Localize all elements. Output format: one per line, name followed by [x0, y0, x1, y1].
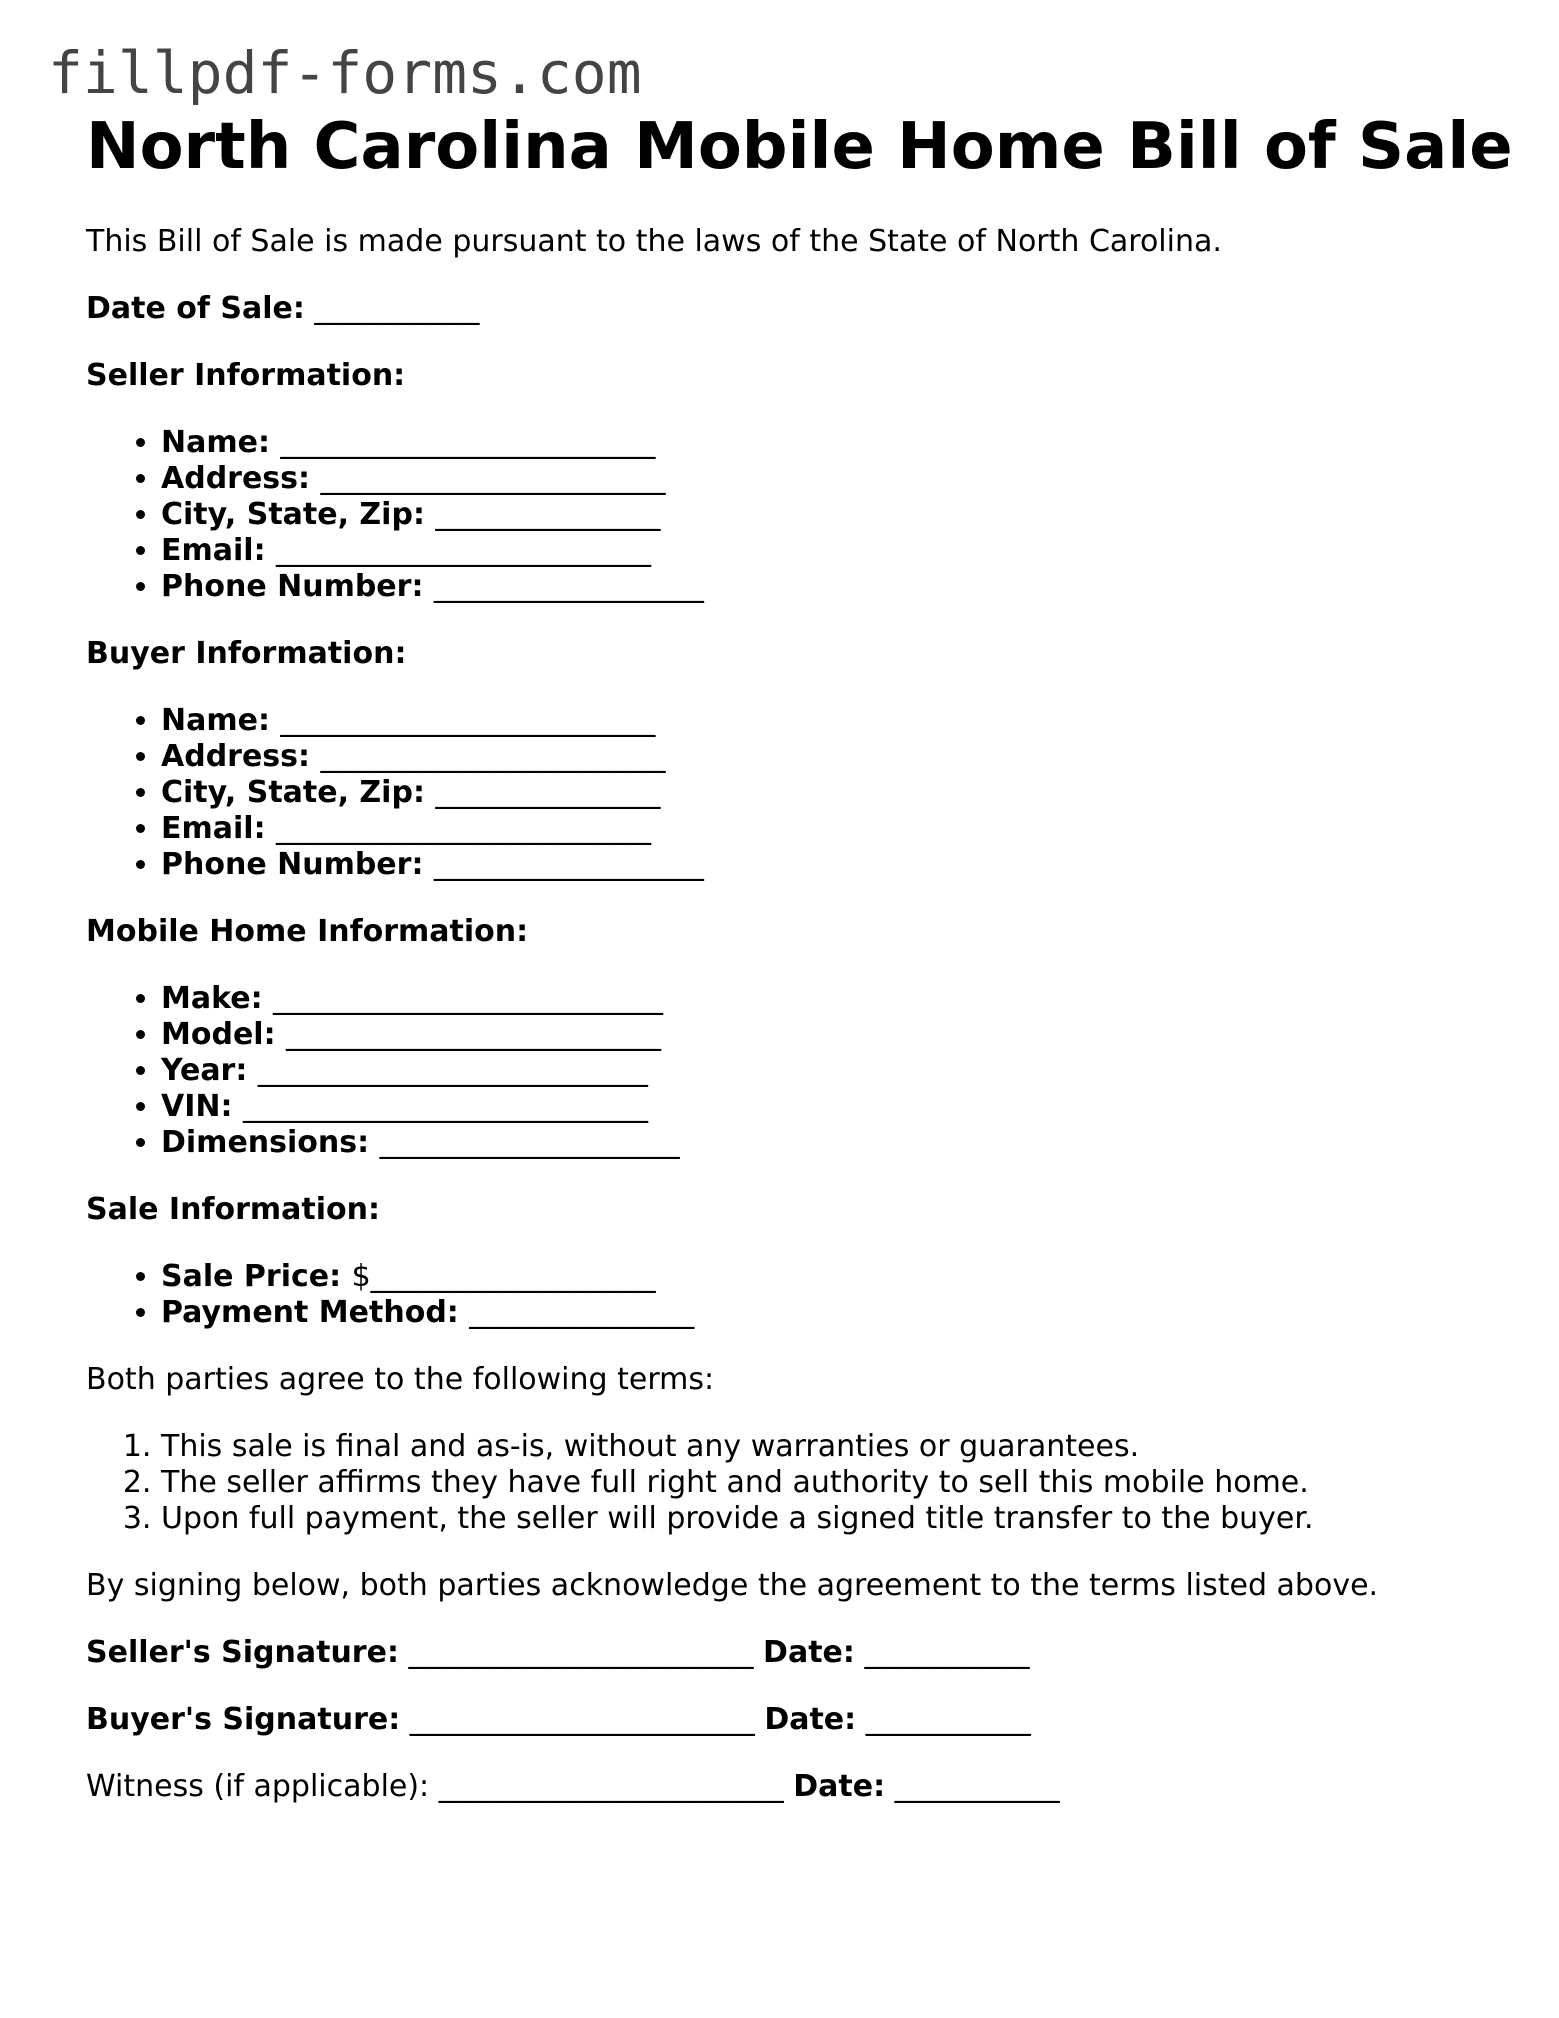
seller-city-item [161, 497, 1486, 533]
buyer-signature-field[interactable]: _______________________ [409, 1702, 755, 1737]
sale-price-item [161, 1259, 1486, 1295]
buyer-signature-label: Buyer's Signature: [86, 1702, 401, 1737]
buyer-fields [86, 703, 1486, 883]
field-label: Phone Number: [161, 847, 424, 882]
sale-heading: Sale Information: [86, 1192, 380, 1227]
vin-item [161, 1089, 1486, 1125]
year-field[interactable]: __________________________ [257, 1053, 648, 1088]
make-item [161, 981, 1486, 1017]
field-label: Payment Method: [161, 1295, 459, 1330]
buyer-phone-item [161, 847, 1486, 883]
buyer-address-item [161, 739, 1486, 775]
buyer-email-field[interactable]: _________________________ [276, 811, 652, 846]
field-label: City, State, Zip: [161, 775, 425, 810]
dimensions-field[interactable]: ____________________ [379, 1125, 680, 1160]
term-item: 2. The seller affirms they have full right and authority to sell this mobile home. [161, 1465, 1486, 1501]
intro-text: This Bill of Sale is made pursuant to the laws of the State of North Carolina. [86, 224, 1222, 259]
make-field[interactable]: __________________________ [273, 981, 664, 1016]
site-watermark: fillpdf-forms.com [48, 39, 642, 107]
buyer-name-field[interactable]: _________________________ [280, 703, 656, 738]
acknowledgement-text: By signing below, both parties acknowledge the agreement to the terms listed above. [86, 1568, 1379, 1603]
field-label: Name: [161, 703, 270, 738]
buyer-email-item [161, 811, 1486, 847]
field-label: City, State, Zip: [161, 497, 425, 532]
field-label: Email: [161, 811, 266, 846]
buyer-signature-line [86, 1702, 1486, 1738]
field-label: Name: [161, 425, 270, 460]
field-label: VIN: [161, 1089, 233, 1124]
terms-intro: Both parties agree to the following terms: [86, 1362, 715, 1397]
mobile-home-fields [86, 981, 1486, 1161]
buyer-heading: Buyer Information: [86, 636, 407, 671]
buyer-phone-field[interactable]: __________________ [433, 847, 704, 882]
year-item [161, 1053, 1486, 1089]
field-label: Year: [161, 1053, 248, 1088]
witness-signature-label: Witness (if applicable): [86, 1769, 430, 1804]
seller-fields [86, 425, 1486, 605]
date-of-sale-label: Date of Sale: [86, 291, 305, 326]
seller-heading: Seller Information: [86, 358, 406, 393]
seller-signature-field[interactable]: _______________________ [408, 1635, 754, 1670]
seller-name-field[interactable]: _________________________ [280, 425, 656, 460]
field-label: Address: [161, 461, 311, 496]
field-label: Model: [161, 1017, 276, 1052]
terms-list [86, 1429, 1486, 1537]
witness-signature-field[interactable]: _______________________ [438, 1769, 784, 1804]
model-item [161, 1017, 1486, 1053]
seller-phone-item [161, 569, 1486, 605]
field-label: Phone Number: [161, 569, 424, 604]
field-label: Email: [161, 533, 266, 568]
seller-email-field[interactable]: _________________________ [276, 533, 652, 568]
field-label: Make: [161, 981, 263, 1016]
model-field[interactable]: _________________________ [286, 1017, 662, 1052]
seller-address-field[interactable]: _______________________ [320, 461, 666, 496]
buyer-city-field[interactable]: _______________ [435, 775, 661, 810]
sale-fields [86, 1259, 1486, 1331]
field-label: Address: [161, 739, 311, 774]
date-of-sale-line [86, 291, 1486, 327]
date-of-sale-field[interactable]: ___________ [314, 291, 480, 326]
payment-method-field[interactable]: _______________ [469, 1295, 695, 1330]
buyer-address-field[interactable]: _______________________ [320, 739, 666, 774]
sale-price-field[interactable]: $___________________ [351, 1259, 656, 1294]
document-page [86, 110, 1513, 1805]
field-label: Dimensions: [161, 1125, 370, 1160]
witness-date-field[interactable]: ___________ [894, 1769, 1060, 1804]
page-title: North Carolina Mobile Home Bill of Sale [86, 110, 1513, 184]
dimensions-item [161, 1125, 1486, 1161]
vin-field[interactable]: ___________________________ [242, 1089, 648, 1124]
witness-date-label: Date: [793, 1769, 886, 1804]
seller-date-field[interactable]: ___________ [864, 1635, 1030, 1670]
seller-signature-label: Seller's Signature: [86, 1635, 399, 1670]
buyer-city-item [161, 775, 1486, 811]
term-item: 3. Upon full payment, the seller will provide a signed title transfer to the buyer. [161, 1501, 1486, 1537]
seller-phone-field[interactable]: __________________ [433, 569, 704, 604]
field-label: Sale Price: [161, 1259, 342, 1294]
mobile-home-heading: Mobile Home Information: [86, 914, 529, 949]
seller-signature-line [86, 1635, 1486, 1671]
seller-email-item [161, 533, 1486, 569]
witness-signature-line [86, 1769, 1486, 1805]
buyer-date-field[interactable]: ___________ [865, 1702, 1031, 1737]
seller-city-field[interactable]: _______________ [435, 497, 661, 532]
term-item: 1. This sale is final and as-is, without any warranties or guarantees. [161, 1429, 1486, 1465]
buyer-date-label: Date: [764, 1702, 857, 1737]
seller-address-item [161, 461, 1486, 497]
payment-method-item [161, 1295, 1486, 1331]
buyer-name-item [161, 703, 1486, 739]
seller-name-item [161, 425, 1486, 461]
seller-date-label: Date: [763, 1635, 855, 1670]
